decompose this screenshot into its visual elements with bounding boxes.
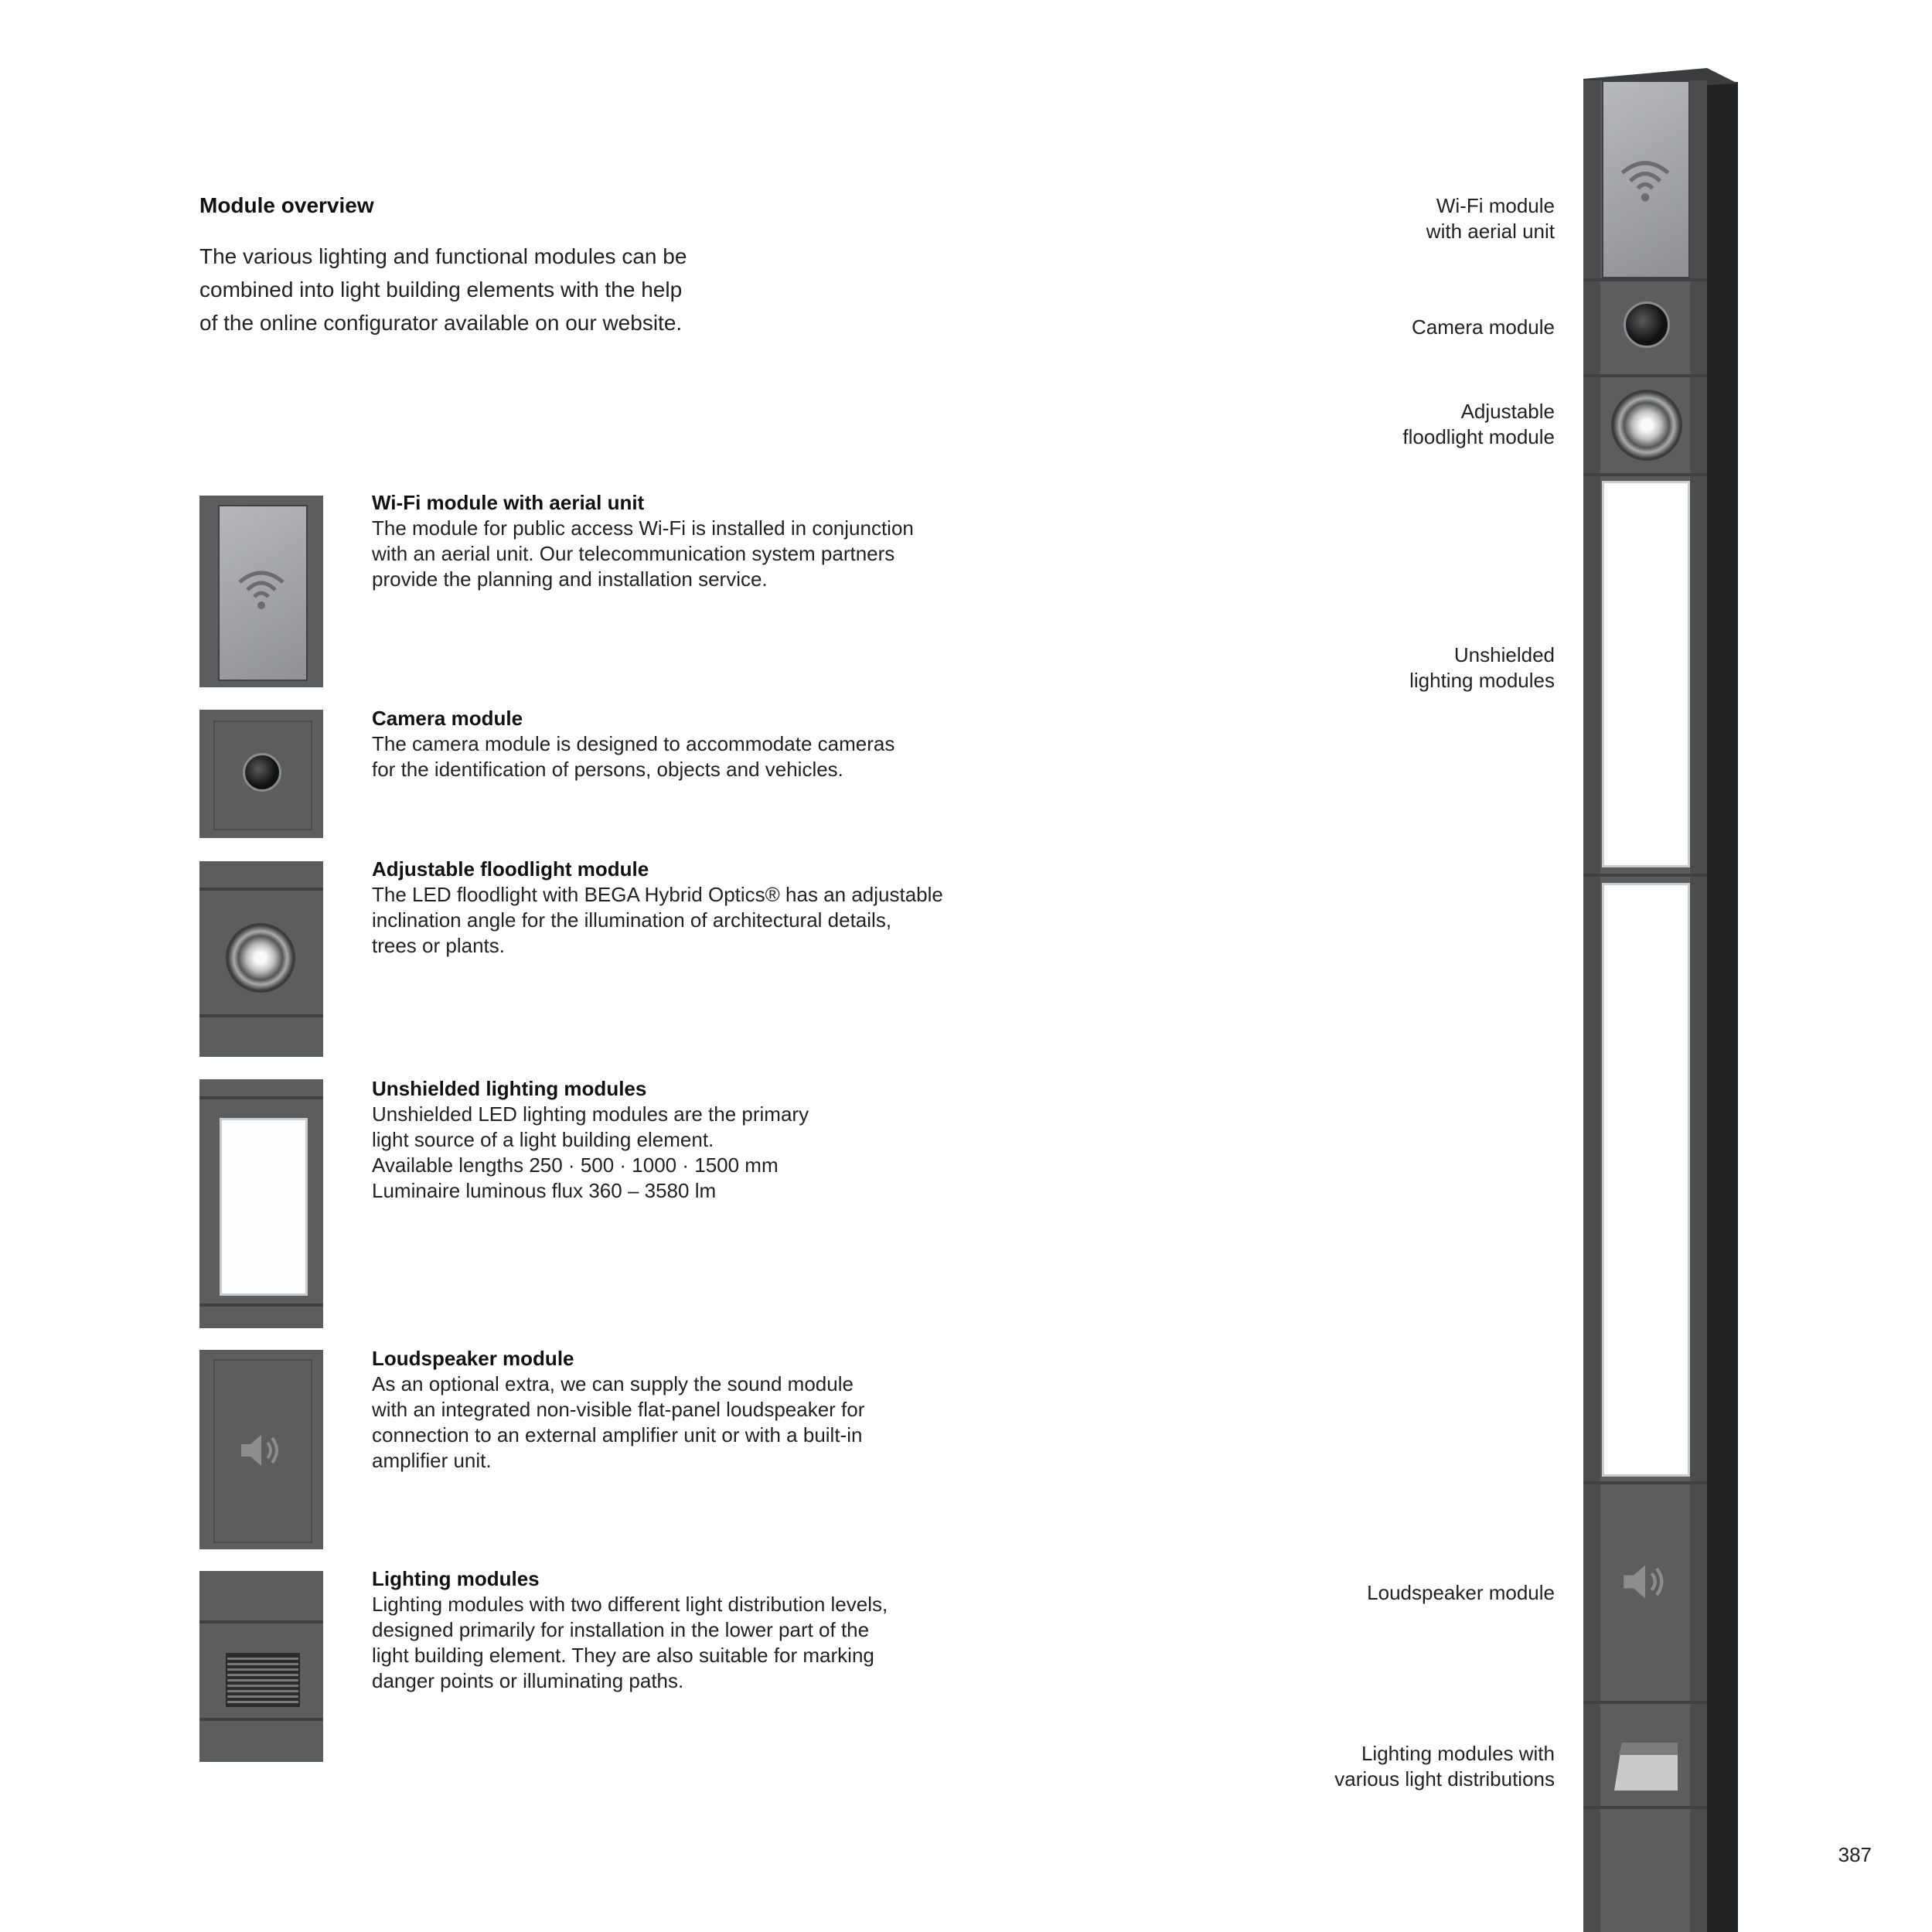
module-unshielded-text — [372, 1076, 1006, 1204]
loudspeaker-module-image — [199, 1350, 323, 1549]
camera-module-image — [199, 710, 323, 838]
module-line: light building element. They are also suitable for marking — [372, 1644, 874, 1667]
column-camera-icon — [1624, 302, 1670, 348]
callout-line: floodlight module — [1402, 425, 1555, 448]
module-lighting-text — [372, 1566, 1006, 1694]
callout-line: Unshielded — [1453, 643, 1555, 666]
page-title: Module overview — [199, 193, 374, 217]
column-wifi-icon — [1617, 155, 1673, 204]
module-line: light source of a light building element. — [372, 1128, 714, 1151]
module-line: Available lengths 250 · 500 · 1000 · 1500 mm — [372, 1153, 779, 1177]
module-title: Unshielded lighting modules — [372, 1077, 647, 1100]
louvre-icon — [226, 1653, 300, 1707]
callout-line: Lighting modules with — [1361, 1742, 1555, 1765]
module-title: Adjustable floodlight module — [372, 857, 649, 881]
module-line: inclination angle for the illumination of architectural details, — [372, 908, 892, 932]
module-title: Lighting modules — [372, 1567, 540, 1590]
module-line: The LED floodlight with BEGA Hybrid Optics® has an adjustable — [372, 883, 943, 906]
column-speaker-icon — [1620, 1560, 1670, 1603]
callout-camera — [1412, 315, 1555, 340]
callout-floodlight — [1402, 399, 1555, 450]
callout-loudspeaker — [1367, 1580, 1555, 1606]
callout-line: lighting modules — [1409, 669, 1555, 692]
module-line: The camera module is designed to accommodate cameras — [372, 732, 895, 755]
intro-line: The various lighting and functional modules can be — [199, 244, 687, 268]
module-title: Wi-Fi module with aerial unit — [372, 491, 645, 514]
floodlight-icon — [226, 923, 295, 993]
callout-line: various light distributions — [1334, 1767, 1555, 1791]
module-line: with an aerial unit. Our telecommunication system partners — [372, 542, 895, 565]
light-panel — [220, 1118, 308, 1296]
module-line: connection to an external amplifier unit or with a built-in — [372, 1423, 863, 1446]
callout-line: Loudspeaker module — [1367, 1581, 1555, 1604]
module-line: provide the planning and installation service. — [372, 567, 768, 591]
module-line: Luminaire luminous flux 360 – 3580 lm — [372, 1179, 717, 1202]
module-line: danger points or illuminating paths. — [372, 1669, 684, 1692]
module-floodlight-text — [372, 857, 1006, 959]
module-line: amplifier unit. — [372, 1449, 492, 1472]
module-line: designed primarily for installation in the lower part of the — [372, 1618, 870, 1641]
wifi-icon — [235, 565, 288, 612]
column-light-panel — [1602, 883, 1690, 1477]
wifi-module-image — [199, 496, 323, 687]
camera-lens-icon — [243, 753, 281, 792]
callout-line: with aerial unit — [1426, 220, 1555, 243]
light-column — [1583, 68, 1738, 1932]
module-loudspeaker-text — [372, 1346, 1006, 1474]
floodlight-module-image — [199, 861, 323, 1057]
module-wifi-text — [372, 490, 1006, 592]
speaker-icon — [238, 1430, 285, 1470]
module-line: for the identification of persons, objects and vehicles. — [372, 758, 843, 781]
callout-unshielded — [1409, 642, 1555, 693]
lighting-module-image — [199, 1571, 323, 1762]
column-floodlight-icon — [1611, 390, 1682, 461]
callout-wifi — [1426, 193, 1555, 244]
intro-line: combined into light building elements with the help — [199, 278, 683, 302]
module-line: The module for public access Wi-Fi is installed in conjunction — [372, 516, 914, 540]
module-camera-text — [372, 706, 1006, 782]
column-lighting-icon — [1611, 1739, 1681, 1794]
callout-lighting — [1334, 1741, 1555, 1792]
module-line: As an optional extra, we can supply the sound module — [372, 1372, 854, 1395]
module-title: Loudspeaker module — [372, 1347, 574, 1370]
module-line: with an integrated non-visible flat-panel loudspeaker for — [372, 1398, 865, 1421]
intro-line: of the online configurator available on our website. — [199, 311, 683, 335]
callout-line: Camera module — [1412, 315, 1555, 339]
column-light-panel — [1602, 481, 1690, 867]
callout-line: Wi-Fi module — [1436, 194, 1555, 217]
unshielded-module-image — [199, 1079, 323, 1328]
module-line: trees or plants. — [372, 934, 505, 957]
module-title: Camera module — [372, 707, 523, 730]
page-number: 387 — [1838, 1843, 1872, 1866]
module-line: Lighting modules with two different light distribution levels, — [372, 1593, 888, 1616]
callout-line: Adjustable — [1460, 400, 1555, 423]
intro-paragraph — [199, 240, 756, 339]
module-line: Unshielded LED lighting modules are the primary — [372, 1102, 809, 1126]
